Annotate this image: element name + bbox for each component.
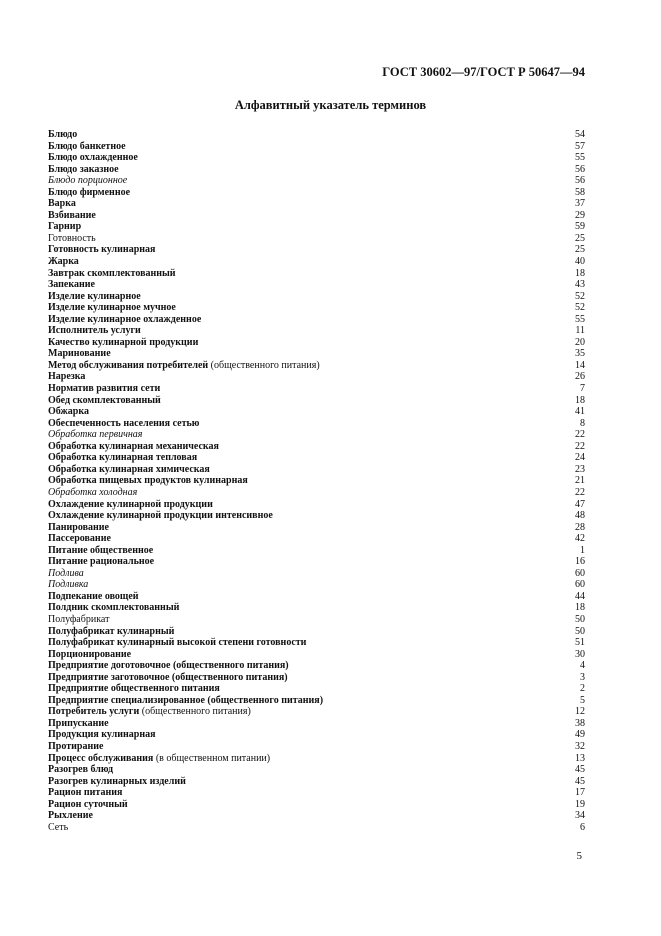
term-text: Подливка	[48, 579, 89, 591]
term-text: Готовность	[48, 232, 96, 244]
index-term	[48, 753, 270, 765]
index-entry	[48, 729, 585, 741]
index-term	[48, 545, 153, 557]
index-entry	[48, 395, 585, 407]
term-page-number: 18	[575, 394, 585, 406]
index-entry	[48, 475, 585, 487]
term-page-number: 50	[575, 625, 585, 637]
index-entry	[48, 187, 585, 199]
term-text: Разогрев кулинарных изделий	[48, 775, 186, 787]
term-page-number: 44	[575, 590, 585, 602]
term-page-number: 48	[575, 510, 585, 522]
term-text: Питание общественное	[48, 544, 154, 556]
term-text: Блюдо	[48, 129, 78, 140]
index-entry	[48, 198, 585, 210]
term-text: Исполнитель услуги	[48, 325, 141, 337]
term-text: Потребитель услуги	[48, 706, 140, 718]
term-page-number: 40	[575, 256, 585, 268]
term-page-number: 59	[575, 221, 585, 233]
term-page-number: 51	[575, 637, 585, 649]
index-term	[48, 533, 111, 545]
index-term	[48, 810, 93, 822]
index-term	[48, 741, 103, 753]
term-text: Метод обслуживания потребителей	[48, 359, 209, 371]
term-text: Панирование	[48, 521, 109, 533]
index-entry	[48, 279, 585, 291]
document-header: ГОСТ 30602—97/ГОСТ Р 50647—94	[382, 65, 585, 79]
term-text: Взбивание	[48, 209, 96, 221]
index-term	[48, 672, 288, 684]
index-entry	[48, 637, 585, 649]
term-text: Готовность кулинарная	[48, 244, 156, 256]
index-entry	[48, 291, 585, 303]
index-term	[48, 279, 95, 291]
index-entry	[48, 268, 585, 280]
term-text: Предприятие специализированное (общественного питания)	[48, 694, 324, 706]
index-term	[48, 302, 176, 314]
index-term	[48, 383, 160, 395]
index-entry	[48, 371, 585, 383]
index-entry	[48, 591, 585, 603]
index-entry	[48, 129, 585, 141]
term-text: Подлива	[48, 567, 84, 579]
index-entry	[48, 452, 585, 464]
page-number: 5	[576, 850, 582, 862]
term-page-number: 52	[575, 302, 585, 314]
index-entry	[48, 244, 585, 256]
term-qualifier: (общественного питания)	[139, 706, 251, 718]
index-term	[48, 499, 213, 511]
index-term	[48, 649, 131, 661]
index-term	[48, 718, 109, 730]
term-page-number: 22	[575, 429, 585, 441]
term-text: Изделие кулинарное охлажденное	[48, 313, 202, 325]
index-term	[48, 729, 156, 741]
term-text: Продукция кулинарная	[48, 729, 156, 741]
term-page-number: 4	[580, 660, 585, 672]
index-term	[48, 429, 142, 441]
index-entry	[48, 418, 585, 430]
term-page-number: 43	[575, 279, 585, 291]
term-text: Охлаждение кулинарной продукции	[48, 498, 213, 510]
term-page-number: 30	[575, 648, 585, 660]
index-term	[48, 452, 197, 464]
term-text: Блюдо заказное	[48, 163, 119, 175]
index-term	[48, 291, 141, 303]
term-text: Припускание	[48, 717, 109, 729]
term-text: Обработка кулинарная механическая	[48, 440, 219, 452]
index-term	[48, 441, 219, 453]
term-page-number: 56	[575, 175, 585, 187]
term-qualifier: (в общественном питании)	[153, 752, 271, 764]
term-page-number: 57	[575, 140, 585, 152]
index-entry	[48, 233, 585, 245]
index-entry	[48, 164, 585, 176]
term-text: Разогрев блюд	[48, 764, 113, 776]
term-text: Качество кулинарной продукции	[48, 336, 199, 348]
term-text: Блюдо охлажденное	[48, 152, 138, 164]
term-text: Завтрак скомплектованный	[48, 267, 176, 279]
term-text: Блюдо порционное	[48, 175, 128, 187]
term-text: Блюдо фирменное	[48, 186, 131, 198]
index-entry	[48, 776, 585, 788]
term-page-number: 12	[575, 706, 585, 718]
index-term	[48, 256, 79, 268]
term-text: Полуфабрикат кулинарный	[48, 625, 175, 637]
term-text: Маринование	[48, 348, 111, 360]
term-text: Варка	[48, 198, 76, 210]
term-page-number: 55	[575, 152, 585, 164]
index-term	[48, 210, 96, 222]
term-text: Рацион питания	[48, 787, 123, 799]
index-term	[48, 464, 210, 476]
term-page-number: 23	[575, 463, 585, 475]
term-text: Запекание	[48, 279, 95, 291]
index-term	[48, 244, 155, 256]
index-term	[48, 776, 186, 788]
index-term	[48, 187, 130, 199]
index-entry	[48, 406, 585, 418]
index-entry	[48, 706, 585, 718]
index-entry	[48, 626, 585, 638]
term-page-number: 1	[580, 544, 585, 556]
term-page-number: 8	[580, 417, 585, 429]
term-page-number: 16	[575, 556, 585, 568]
index-term	[48, 602, 179, 614]
term-text: Подпекание овощей	[48, 590, 139, 602]
index-entry	[48, 175, 585, 187]
index-term	[48, 406, 89, 418]
index-entry	[48, 672, 585, 684]
term-page-number: 28	[575, 521, 585, 533]
term-page-number: 14	[575, 359, 585, 371]
term-page-number: 60	[575, 567, 585, 579]
term-page-number: 52	[575, 290, 585, 302]
term-page-number: 11	[575, 325, 585, 337]
index-term	[48, 395, 161, 407]
index-entry	[48, 764, 585, 776]
index-term	[48, 660, 289, 672]
term-page-number: 25	[575, 244, 585, 256]
term-text: Обед скомплектованный	[48, 394, 161, 406]
term-page-number: 38	[575, 717, 585, 729]
term-page-number: 6	[580, 821, 585, 833]
term-page-number: 58	[575, 186, 585, 198]
index-entry	[48, 568, 585, 580]
index-entry	[48, 683, 585, 695]
term-page-number: 18	[575, 602, 585, 614]
term-text: Жарка	[48, 256, 79, 268]
index-term	[48, 626, 174, 638]
index-term	[48, 614, 109, 626]
index-entry	[48, 614, 585, 626]
index-term	[48, 418, 199, 430]
index-entry	[48, 487, 585, 499]
term-text: Порционирование	[48, 648, 132, 660]
term-page-number: 37	[575, 198, 585, 210]
term-page-number: 21	[575, 475, 585, 487]
term-page-number: 50	[575, 613, 585, 625]
index-term	[48, 706, 251, 718]
index-entry	[48, 221, 585, 233]
term-page-number: 7	[580, 383, 585, 395]
term-text: Обработка первичная	[48, 429, 143, 441]
term-page-number: 41	[575, 406, 585, 418]
term-text: Изделие кулинарное мучное	[48, 302, 176, 314]
term-page-number: 34	[575, 810, 585, 822]
term-page-number: 2	[580, 683, 585, 695]
index-term	[48, 764, 113, 776]
index-term	[48, 556, 154, 568]
index-entry	[48, 753, 585, 765]
term-page-number: 35	[575, 348, 585, 360]
term-page-number: 20	[575, 336, 585, 348]
index-entry	[48, 649, 585, 661]
index-entry	[48, 464, 585, 476]
index-entry	[48, 741, 585, 753]
index-term	[48, 475, 248, 487]
index-entry	[48, 718, 585, 730]
index-term	[48, 360, 320, 372]
index-term	[48, 822, 68, 834]
term-text: Полуфабрикат	[48, 613, 110, 625]
term-page-number: 45	[575, 764, 585, 776]
term-text: Предприятие общественного питания	[48, 683, 220, 695]
index-entry	[48, 787, 585, 799]
term-text: Гарнир	[48, 221, 82, 233]
index-term	[48, 164, 119, 176]
index-term	[48, 637, 306, 649]
term-page-number: 17	[575, 787, 585, 799]
index-term	[48, 141, 126, 153]
index-entry	[48, 429, 585, 441]
term-page-number: 22	[575, 486, 585, 498]
index-term	[48, 268, 176, 280]
index-term	[48, 683, 220, 695]
index-entry	[48, 602, 585, 614]
term-page-number: 55	[575, 313, 585, 325]
index-entry	[48, 556, 585, 568]
term-page-number: 42	[575, 533, 585, 545]
index-entry	[48, 141, 585, 153]
index-entry	[48, 660, 585, 672]
term-page-number: 54	[575, 129, 585, 140]
term-text: Рыхление	[48, 810, 93, 822]
index-term	[48, 348, 111, 360]
index-entry	[48, 383, 585, 395]
term-page-number: 5	[580, 694, 585, 706]
term-text: Норматив развития сети	[48, 383, 161, 395]
index-entry	[48, 325, 585, 337]
index-entry	[48, 822, 585, 834]
term-index-list	[48, 129, 585, 833]
index-entry	[48, 441, 585, 453]
term-text: Изделие кулинарное	[48, 290, 141, 302]
index-entry	[48, 499, 585, 511]
term-text: Полдник скомплектованный	[48, 602, 180, 614]
index-term	[48, 522, 109, 534]
term-page-number: 56	[575, 163, 585, 175]
term-text: Обжарка	[48, 406, 89, 418]
index-entry	[48, 810, 585, 822]
term-text: Полуфабрикат кулинарный высокой степени готовности	[48, 637, 307, 649]
index-term	[48, 510, 273, 522]
index-entry	[48, 256, 585, 268]
term-page-number: 22	[575, 440, 585, 452]
term-page-number: 29	[575, 209, 585, 221]
index-entry	[48, 152, 585, 164]
index-entry	[48, 545, 585, 557]
term-text: Охлаждение кулинарной продукции интенсивное	[48, 510, 273, 522]
term-text: Обработка холодная	[48, 486, 138, 498]
term-text: Блюдо банкетное	[48, 140, 126, 152]
term-text: Питание рациональное	[48, 556, 155, 568]
term-page-number: 19	[575, 798, 585, 810]
term-text: Рацион суточный	[48, 798, 128, 810]
index-term	[48, 129, 77, 141]
term-text: Сеть	[48, 821, 69, 833]
term-page-number: 26	[575, 371, 585, 383]
term-text: Предприятие заготовочное (общественного питания)	[48, 671, 288, 683]
index-term	[48, 487, 137, 499]
index-entry	[48, 210, 585, 222]
term-page-number: 45	[575, 775, 585, 787]
index-term	[48, 152, 138, 164]
index-term	[48, 568, 84, 580]
index-term	[48, 579, 88, 591]
index-term	[48, 221, 81, 233]
index-term	[48, 371, 85, 383]
term-page-number: 32	[575, 740, 585, 752]
index-entry	[48, 695, 585, 707]
term-page-number: 25	[575, 232, 585, 244]
term-page-number: 3	[580, 671, 585, 683]
index-term	[48, 198, 76, 210]
index-term	[48, 314, 201, 326]
term-text: Обработка кулинарная тепловая	[48, 452, 198, 464]
term-page-number: 49	[575, 729, 585, 741]
index-term	[48, 591, 139, 603]
term-text: Предприятие доготовочное (общественного питания)	[48, 660, 289, 672]
index-entry	[48, 522, 585, 534]
term-text: Обработка кулинарная химическая	[48, 463, 210, 475]
term-page-number: 24	[575, 452, 585, 464]
term-page-number: 18	[575, 267, 585, 279]
index-term	[48, 325, 141, 337]
term-text: Процесс обслуживания	[48, 752, 154, 764]
term-text: Пассерование	[48, 533, 111, 545]
term-text: Обеспеченность населения сетью	[48, 417, 200, 429]
index-term	[48, 787, 122, 799]
index-term	[48, 337, 198, 349]
index-entry	[48, 348, 585, 360]
index-term	[48, 233, 96, 245]
index-entry	[48, 799, 585, 811]
term-text: Нарезка	[48, 371, 86, 383]
term-qualifier: (общественного питания)	[208, 359, 320, 371]
index-entry	[48, 360, 585, 372]
index-title: Алфавитный указатель терминов	[234, 98, 427, 112]
term-page-number: 60	[575, 579, 585, 591]
term-text: Протирание	[48, 740, 104, 752]
term-page-number: 47	[575, 498, 585, 510]
index-term	[48, 799, 128, 811]
index-entry	[48, 510, 585, 522]
index-entry	[48, 337, 585, 349]
index-term	[48, 695, 323, 707]
index-entry	[48, 314, 585, 326]
term-text: Обработка пищевых продуктов кулинарная	[48, 475, 248, 487]
index-entry	[48, 579, 585, 591]
index-entry	[48, 533, 585, 545]
index-term	[48, 175, 127, 187]
term-page-number: 13	[575, 752, 585, 764]
index-entry	[48, 302, 585, 314]
